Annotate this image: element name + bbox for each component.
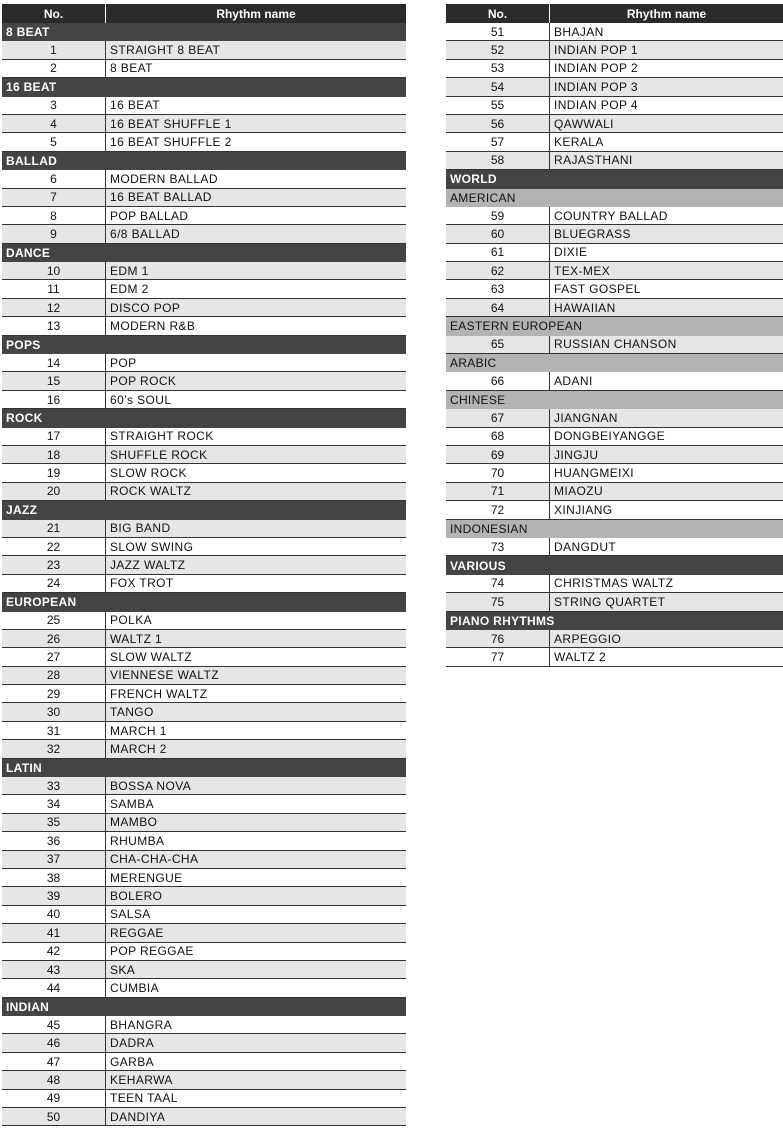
table-row	[2, 575, 406, 593]
table-row	[2, 225, 406, 243]
rhythm-number: 74	[446, 575, 550, 592]
rhythm-number: 15	[2, 372, 106, 389]
rhythm-number: 59	[446, 207, 550, 224]
rhythm-number: 44	[2, 979, 106, 996]
subcategory-header: AMERICAN	[446, 189, 783, 207]
table-row	[2, 354, 406, 372]
rhythm-table-right	[446, 4, 783, 667]
rhythm-number: 37	[2, 851, 106, 868]
rhythm-number: 76	[446, 630, 550, 647]
rhythm-number: 45	[2, 1016, 106, 1033]
rhythm-name: POP	[110, 355, 137, 370]
table-row	[2, 428, 406, 446]
rhythm-name: ARPEGGIO	[554, 631, 622, 646]
rhythm-name: CHRISTMAS WALTZ	[554, 576, 674, 591]
rhythm-number: 38	[2, 869, 106, 886]
rhythm-name: SLOW WALTZ	[110, 649, 192, 664]
rhythm-name: DANGDUT	[554, 539, 617, 554]
rhythm-number: 12	[2, 299, 106, 316]
table-row	[2, 41, 406, 59]
rhythm-number: 73	[446, 538, 550, 555]
rhythm-name: INDIAN POP 4	[554, 98, 638, 113]
rhythm-name: EDM 1	[110, 263, 149, 278]
table-row	[2, 1053, 406, 1071]
rhythm-number: 6	[2, 170, 106, 187]
table-row	[2, 667, 406, 685]
rhythm-number: 29	[2, 685, 106, 702]
rhythm-number: 43	[2, 961, 106, 978]
table-row	[2, 722, 406, 740]
table-row	[2, 961, 406, 979]
rhythm-number: 67	[446, 409, 550, 426]
rhythm-number: 20	[2, 483, 106, 500]
rhythm-number: 41	[2, 924, 106, 941]
rhythm-number: 68	[446, 428, 550, 445]
table-row	[446, 207, 783, 225]
table-row	[2, 851, 406, 869]
rhythm-number: 26	[2, 630, 106, 647]
rhythm-name: INDIAN POP 2	[554, 61, 638, 76]
rhythm-name: ADANI	[554, 374, 593, 389]
rhythm-name: DIXIE	[554, 245, 588, 260]
rhythm-name: XINJIANG	[554, 502, 613, 517]
rhythm-name: TEX-MEX	[554, 263, 611, 278]
rhythm-name: HUANGMEIXI	[554, 466, 635, 481]
rhythm-name: TEEN TAAL	[110, 1091, 178, 1106]
rhythm-number: 51	[446, 23, 550, 40]
table-row	[2, 262, 406, 280]
table-row	[2, 207, 406, 225]
rhythm-name: EDM 2	[110, 282, 149, 297]
table-row	[2, 703, 406, 721]
table-row	[2, 906, 406, 924]
table-row	[2, 170, 406, 188]
rhythm-name: BLUEGRASS	[554, 226, 631, 241]
rhythm-number: 52	[446, 41, 550, 58]
rhythm-name: SHUFFLE ROCK	[110, 447, 208, 462]
subcategory-header: ARABIC	[446, 354, 783, 372]
rhythm-name: HAWAIIAN	[554, 300, 616, 315]
table-row	[446, 262, 783, 280]
table-row	[446, 280, 783, 298]
rhythm-number: 9	[2, 225, 106, 242]
rhythm-number: 40	[2, 906, 106, 923]
rhythm-number: 31	[2, 722, 106, 739]
table-row	[2, 887, 406, 905]
rhythm-name: VIENNESE WALTZ	[110, 668, 219, 683]
table-row	[446, 97, 783, 115]
rhythm-name: DISCO POP	[110, 300, 181, 315]
rhythm-number: 57	[446, 133, 550, 150]
rhythm-name: 16 BEAT	[110, 98, 160, 113]
rhythm-number: 24	[2, 575, 106, 592]
table-row	[2, 538, 406, 556]
table-row	[2, 795, 406, 813]
category-header: BALLAD	[2, 152, 406, 170]
rhythm-name: MARCH 1	[110, 723, 167, 738]
table-row	[2, 556, 406, 574]
rhythm-name: DONGBEIYANGGE	[554, 429, 665, 444]
table-row	[446, 575, 783, 593]
rhythm-number: 70	[446, 464, 550, 481]
table-row	[2, 391, 406, 409]
table-row	[446, 41, 783, 59]
rhythm-name: BHANGRA	[110, 1017, 173, 1032]
table-row	[446, 225, 783, 243]
table-row	[446, 409, 783, 427]
rhythm-name: POP ROCK	[110, 374, 177, 389]
rhythm-number: 10	[2, 262, 106, 279]
rhythm-name: BOSSA NOVA	[110, 778, 192, 793]
rhythm-number: 47	[2, 1053, 106, 1070]
rhythm-name: MODERN BALLAD	[110, 171, 218, 186]
category-header: VARIOUS	[446, 556, 783, 574]
rhythm-number: 3	[2, 97, 106, 114]
rhythm-name: GARBA	[110, 1054, 155, 1069]
rhythm-number: 60	[446, 225, 550, 242]
rhythm-name: KEHARWA	[110, 1072, 173, 1087]
category-header: INDIAN	[2, 998, 406, 1016]
rhythm-name: CUMBIA	[110, 981, 160, 995]
rhythm-number: 77	[446, 648, 550, 665]
rhythm-name: WALTZ 2	[554, 649, 607, 664]
table-row	[2, 1071, 406, 1089]
rhythm-number: 55	[446, 97, 550, 114]
table-row	[2, 299, 406, 317]
rhythm-name: STRAIGHT 8 BEAT	[110, 43, 221, 58]
table-row	[2, 979, 406, 997]
rhythm-number: 46	[2, 1034, 106, 1051]
rhythm-number: 30	[2, 703, 106, 720]
table-row	[2, 520, 406, 538]
category-header: DANCE	[2, 244, 406, 262]
rhythm-number: 21	[2, 520, 106, 537]
table-row	[446, 538, 783, 556]
rhythm-name: SKA	[110, 962, 136, 977]
category-header: POPS	[2, 336, 406, 354]
rhythm-number: 28	[2, 667, 106, 684]
rhythm-number: 4	[2, 115, 106, 132]
rhythm-number: 34	[2, 795, 106, 812]
header-no: No.	[446, 4, 550, 23]
rhythm-number: 42	[2, 943, 106, 960]
table-row	[2, 483, 406, 501]
rhythm-table-left	[2, 4, 406, 1126]
category-header: 16 BEAT	[2, 78, 406, 96]
rhythm-name: 6/8 BALLAD	[110, 226, 181, 241]
rhythm-number: 58	[446, 152, 550, 169]
table-row	[446, 501, 783, 519]
rhythm-name: COUNTRY BALLAD	[554, 208, 668, 223]
rhythm-name: STRAIGHT ROCK	[110, 429, 214, 444]
rhythm-name: CHA-CHA-CHA	[110, 852, 199, 867]
table-row	[446, 60, 783, 78]
rhythm-name: SAMBA	[110, 797, 155, 812]
rhythm-number: 75	[446, 593, 550, 610]
rhythm-name: 60’s SOUL	[110, 392, 172, 407]
rhythm-name: BOLERO	[110, 889, 163, 904]
rhythm-number: 49	[2, 1090, 106, 1107]
rhythm-number: 50	[2, 1108, 106, 1125]
rhythm-number: 56	[446, 115, 550, 132]
rhythm-number: 11	[2, 280, 106, 297]
rhythm-number: 7	[2, 189, 106, 206]
table-row	[2, 97, 406, 115]
table-row	[2, 740, 406, 758]
rhythm-name: KERALA	[554, 135, 604, 150]
rhythm-number: 54	[446, 78, 550, 95]
rhythm-name: SLOW SWING	[110, 539, 194, 554]
rhythm-number: 22	[2, 538, 106, 555]
rhythm-number: 65	[446, 336, 550, 353]
rhythm-name: 8 BEAT	[110, 61, 153, 76]
table-row	[2, 814, 406, 832]
rhythm-number: 2	[2, 60, 106, 77]
rhythm-number: 5	[2, 133, 106, 150]
table-row	[2, 685, 406, 703]
table-row	[446, 593, 783, 611]
rhythm-number: 17	[2, 428, 106, 445]
rhythm-number: 1	[2, 41, 106, 58]
rhythm-number: 19	[2, 464, 106, 481]
table-row	[446, 648, 783, 666]
subcategory-header: CHINESE	[446, 391, 783, 409]
table-row	[2, 869, 406, 887]
table-header	[446, 4, 783, 23]
rhythm-number: 33	[2, 777, 106, 794]
rhythm-name: SLOW ROCK	[110, 466, 187, 481]
rhythm-name: POP BALLAD	[110, 208, 189, 223]
category-header: 8 BEAT	[2, 23, 406, 41]
table-row	[2, 612, 406, 630]
rhythm-name: INDIAN POP 1	[554, 43, 638, 58]
rhythm-name: MODERN R&B	[110, 318, 196, 333]
category-header: JAZZ	[2, 501, 406, 519]
table-row	[446, 23, 783, 41]
rhythm-number: 14	[2, 354, 106, 371]
rhythm-number: 16	[2, 391, 106, 408]
rhythm-number: 18	[2, 446, 106, 463]
table-row	[446, 336, 783, 354]
table-row	[446, 483, 783, 501]
rhythm-number: 72	[446, 501, 550, 518]
table-row	[2, 60, 406, 78]
table-row	[2, 1016, 406, 1034]
rhythm-number: 69	[446, 446, 550, 463]
table-row	[446, 115, 783, 133]
rhythm-number: 36	[2, 832, 106, 849]
rhythm-number: 27	[2, 648, 106, 665]
rhythm-number: 13	[2, 317, 106, 334]
rhythm-name: STRING QUARTET	[554, 594, 666, 609]
header-no: No.	[2, 4, 106, 23]
rhythm-name: RHUMBA	[110, 833, 165, 848]
category-header: LATIN	[2, 759, 406, 777]
rhythm-number: 23	[2, 556, 106, 573]
table-row	[2, 446, 406, 464]
table-row	[446, 152, 783, 170]
rhythm-name: WALTZ 1	[110, 631, 163, 646]
category-header: WORLD	[446, 170, 783, 188]
table-row	[446, 446, 783, 464]
rhythm-number: 66	[446, 372, 550, 389]
table-row	[2, 317, 406, 335]
rhythm-name: QAWWALI	[554, 116, 614, 131]
rhythm-name: POP REGGAE	[110, 944, 194, 959]
header-rhythm-name: Rhythm name	[216, 6, 296, 21]
rhythm-name: DANDIYA	[110, 1109, 166, 1124]
rhythm-number: 62	[446, 262, 550, 279]
rhythm-name: 16 BEAT SHUFFLE 1	[110, 116, 232, 131]
table-row	[2, 777, 406, 795]
rhythm-name: MIAOZU	[554, 484, 604, 499]
table-row	[446, 78, 783, 96]
category-header: ROCK	[2, 409, 406, 427]
table-row	[2, 1090, 406, 1108]
table-header	[2, 4, 406, 23]
rhythm-name: SALSA	[110, 907, 151, 922]
table-row	[2, 372, 406, 390]
rhythm-number: 32	[2, 740, 106, 757]
rhythm-number: 53	[446, 60, 550, 77]
rhythm-number: 48	[2, 1071, 106, 1088]
table-row	[446, 428, 783, 446]
rhythm-name: BHAJAN	[554, 24, 604, 39]
rhythm-name: FOX TROT	[110, 576, 174, 591]
rhythm-name: RUSSIAN CHANSON	[554, 337, 677, 352]
table-row	[2, 1034, 406, 1052]
rhythm-number: 25	[2, 612, 106, 629]
rhythm-number: 35	[2, 814, 106, 831]
rhythm-name: RAJASTHANI	[554, 153, 633, 168]
category-header: PIANO RHYTHMS	[446, 612, 783, 630]
rhythm-name: DADRA	[110, 1036, 155, 1051]
table-row	[2, 189, 406, 207]
rhythm-name: BIG BAND	[110, 521, 171, 536]
rhythm-name: FRENCH WALTZ	[110, 686, 208, 701]
category-header: EUROPEAN	[2, 593, 406, 611]
table-row	[2, 630, 406, 648]
table-row	[2, 832, 406, 850]
header-rhythm-name: Rhythm name	[626, 6, 707, 21]
rhythm-name: JIANGNAN	[554, 410, 618, 425]
rhythm-number: 61	[446, 244, 550, 261]
table-row	[2, 648, 406, 666]
rhythm-name: 16 BEAT SHUFFLE 2	[110, 135, 232, 150]
rhythm-name: ROCK WALTZ	[110, 484, 192, 499]
table-row	[446, 630, 783, 648]
rhythm-name: REGGAE	[110, 925, 164, 940]
rhythm-number: 8	[2, 207, 106, 224]
rhythm-name: MARCH 2	[110, 741, 167, 756]
rhythm-number: 64	[446, 299, 550, 316]
rhythm-name: TANGO	[110, 705, 154, 720]
table-row	[2, 133, 406, 151]
table-row	[2, 280, 406, 298]
subcategory-header: EASTERN EUROPEAN	[446, 317, 783, 335]
table-row	[2, 943, 406, 961]
rhythm-name: JAZZ WALTZ	[110, 558, 186, 573]
rhythm-name: JINGJU	[554, 447, 599, 462]
rhythm-name: 16 BEAT BALLAD	[110, 190, 212, 205]
rhythm-name: POLKA	[110, 613, 153, 628]
rhythm-number: 71	[446, 483, 550, 500]
rhythm-name: MERENGUE	[110, 870, 183, 885]
table-row	[2, 924, 406, 942]
table-row	[446, 299, 783, 317]
rhythm-number: 63	[446, 280, 550, 297]
table-row	[2, 464, 406, 482]
rhythm-name: MAMBO	[110, 815, 158, 830]
table-row	[2, 1108, 406, 1126]
rhythm-number: 39	[2, 887, 106, 904]
table-row	[446, 372, 783, 390]
table-row	[2, 115, 406, 133]
table-row	[446, 464, 783, 482]
rhythm-name: FAST GOSPEL	[554, 282, 641, 297]
table-row	[446, 133, 783, 151]
rhythm-name: INDIAN POP 3	[554, 79, 638, 94]
table-row	[446, 244, 783, 262]
subcategory-header: INDONESIAN	[446, 520, 783, 538]
